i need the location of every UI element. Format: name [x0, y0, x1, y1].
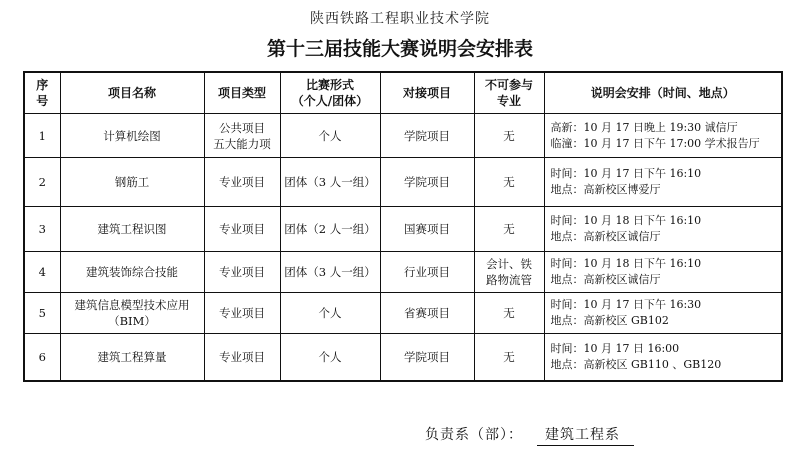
cell-excluded: 无	[474, 334, 544, 382]
cell-no: 1	[24, 114, 60, 158]
cell-excluded: 无	[474, 114, 544, 158]
cell-no: 2	[24, 158, 60, 207]
header-format: 比赛形式 （个人/团体）	[280, 72, 380, 114]
cell-link: 行业项目	[380, 252, 474, 293]
cell-link: 省赛项目	[380, 293, 474, 334]
cell-type: 专业项目	[204, 158, 280, 207]
cell-name: 建筑工程识图	[60, 207, 204, 252]
table-header-row	[24, 72, 782, 114]
cell-excluded: 无	[474, 207, 544, 252]
table-row	[24, 252, 782, 293]
cell-type: 专业项目	[204, 293, 280, 334]
cell-format: 团体（2 人一组）	[280, 207, 380, 252]
cell-format: 个人	[280, 334, 380, 382]
cell-schedule: 时间：10 月 17 日下午 16:10 地点：高新校区博爱厅	[544, 158, 782, 207]
cell-name: 建筑工程算量	[60, 334, 204, 382]
schedule-table	[23, 71, 783, 382]
cell-no: 3	[24, 207, 60, 252]
header-link: 对接项目	[380, 72, 474, 114]
cell-link: 学院项目	[380, 334, 474, 382]
cell-link: 学院项目	[380, 158, 474, 207]
cell-format: 团体（3 人一组）	[280, 252, 380, 293]
cell-type: 专业项目	[204, 252, 280, 293]
cell-format: 团体（3 人一组）	[280, 158, 380, 207]
cell-name: 计算机绘图	[60, 114, 204, 158]
header-excluded: 不可参与 专业	[474, 72, 544, 114]
header-type: 项目类型	[204, 72, 280, 114]
header-no: 序 号	[24, 72, 60, 114]
table-row	[24, 334, 782, 382]
cell-schedule: 时间：10 月 18 日下午 16:10 地点：高新校区诚信厅	[544, 207, 782, 252]
cell-name: 建筑信息模型技术应用 （BIM）	[60, 293, 204, 334]
cell-no: 5	[24, 293, 60, 334]
cell-excluded: 无	[474, 158, 544, 207]
footer-responsible-dept	[425, 424, 634, 446]
cell-type: 公共项目 五大能力项	[204, 114, 280, 158]
cell-name: 建筑装饰综合技能	[60, 252, 204, 293]
cell-schedule: 时间：10 月 17 日下午 16:30 地点：高新校区 GB102	[544, 293, 782, 334]
header-schedule: 说明会安排（时间、地点）	[544, 72, 782, 114]
cell-format: 个人	[280, 114, 380, 158]
page-title: 第十三届技能大赛说明会安排表	[266, 38, 533, 60]
cell-type: 专业项目	[204, 334, 280, 382]
cell-schedule: 时间：10 月 18 日下午 16:10 地点：高新校区诚信厅	[544, 252, 782, 293]
cell-name: 钢筋工	[60, 158, 204, 207]
organization-name: 陕西铁路工程职业技术学院	[310, 11, 490, 27]
cell-schedule: 时间：10 月 17 日 16:00 地点：高新校区 GB110 、GB120	[544, 334, 782, 382]
cell-type: 专业项目	[204, 207, 280, 252]
cell-link: 国赛项目	[380, 207, 474, 252]
department-name: 建筑工程系	[537, 424, 634, 446]
table-row	[24, 293, 782, 334]
cell-excluded: 无	[474, 293, 544, 334]
footer-label: 负责系（部）：	[425, 427, 523, 443]
table-row	[24, 158, 782, 207]
table-row	[24, 207, 782, 252]
cell-format: 个人	[280, 293, 380, 334]
cell-no: 6	[24, 334, 60, 382]
cell-no: 4	[24, 252, 60, 293]
cell-schedule: 高新：10 月 17 日晚上 19:30 诚信厅 临潼：10 月 17 日下午 17:00 学术报告厅	[544, 114, 782, 158]
table-row	[24, 114, 782, 158]
cell-link: 学院项目	[380, 114, 474, 158]
header-name: 项目名称	[60, 72, 204, 114]
cell-excluded: 会计、铁 路物流管	[474, 252, 544, 293]
